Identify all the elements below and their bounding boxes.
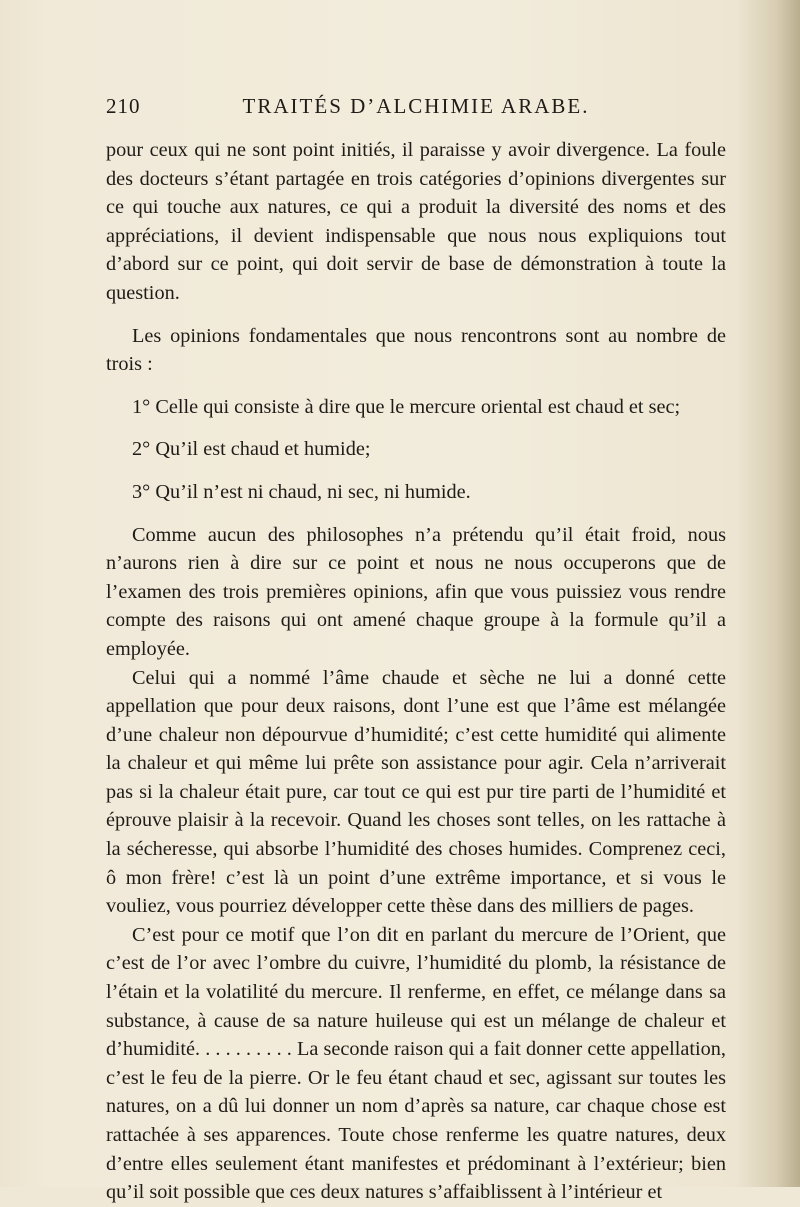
- list-item-opinion-3: 3° Qu’il n’est ni chaud, ni sec, ni humide.: [132, 480, 471, 503]
- paragraph-hot-dry-soul: Celui qui a nommé l’âme chaude et sèche ne lui a donné cette appellation que pour deux raisons, dont l’une est que l’âme est mélangée d’une chaleur non dépourvue d’humidité; c’est cette humidité qui alimente la chaleur et qui même lui prête son assistance pour agir. Cela n’arriverait pas si la chaleur était pure, car tout ce qui est pur tire parti de l’humidité et éprouve plaisir à la recevoir. Quand les choses sont telles, on les rattache à la sécheresse, qui absorbe l’humidité des choses humides. Comprenez ceci, ô mon frère! c’est là un point d’une extrême importance, et si vous le vouliez, vous pourriez développer cette thèse dans des milliers de pages.: [106, 666, 726, 918]
- list-item-opinion-2: 2° Qu’il est chaud et humide;: [132, 438, 371, 461]
- page-header: [106, 94, 726, 124]
- running-title: TRAITÉS D’ALCHIMIE ARABE.: [242, 94, 590, 118]
- page-body: [106, 136, 726, 1207]
- page-number: 210: [106, 94, 141, 118]
- paragraph-continuation: pour ceux qui ne sont point initiés, il paraisse y avoir divergence. La foule des docteurs s’étant partagée en trois catégories d’opinions divergentes sur ce qui touche aux natures, ce qui a produit la diversité des noms et des appréciations, il devient indispensable que nous nous expliquions tout d’abord sur ce point, qui doit servir de base de démonstration à toute la question.: [106, 139, 726, 304]
- paragraph-opinions-intro: Les opinions fondamentales que nous rencontrons sont au nombre de trois :: [106, 324, 726, 376]
- paragraph-eastern-mercury: C’est pour ce motif que l’on dit en parlant du mercure de l’Orient, que c’est de l’or avec l’ombre du cuivre, l’humidité du plomb, la résistance de l’étain et la volatilité du mercure. Il renferme, en effet, ce mélange dans sa substance, à cause de sa nature huileuse qui est un mélange de chaleur et d’humidité. . . . . . . . . . La seconde raison qui a fait donner cette appellation, c’est le feu de la pierre. Or le feu étant chaud et sec, agissant sur toutes les natures, on a dû lui donner un nom d’après sa nature, car chaque chose est rattachée à ses apparences. Toute chose renferme les quatre natures, deux d’entre elles seulement étant manifestes et prédominant à l’extérieur; bien qu’il soit possible que ces deux natures s’affaiblissent à l’intérieur et: [106, 923, 726, 1204]
- list-item-opinion-1: 1° Celle qui consiste à dire que le mercure oriental est chaud et sec;: [132, 395, 681, 418]
- paragraph-philosophers: Comme aucun des philosophes n’a prétendu qu’il était froid, nous n’aurons rien à dire sur ce point et nous ne nous occuperons que de l’examen des trois premières opinions, afin que vous puissiez vous rendre compte des raisons qui ont amené chaque groupe à la formule qu’il a employée.: [106, 523, 726, 660]
